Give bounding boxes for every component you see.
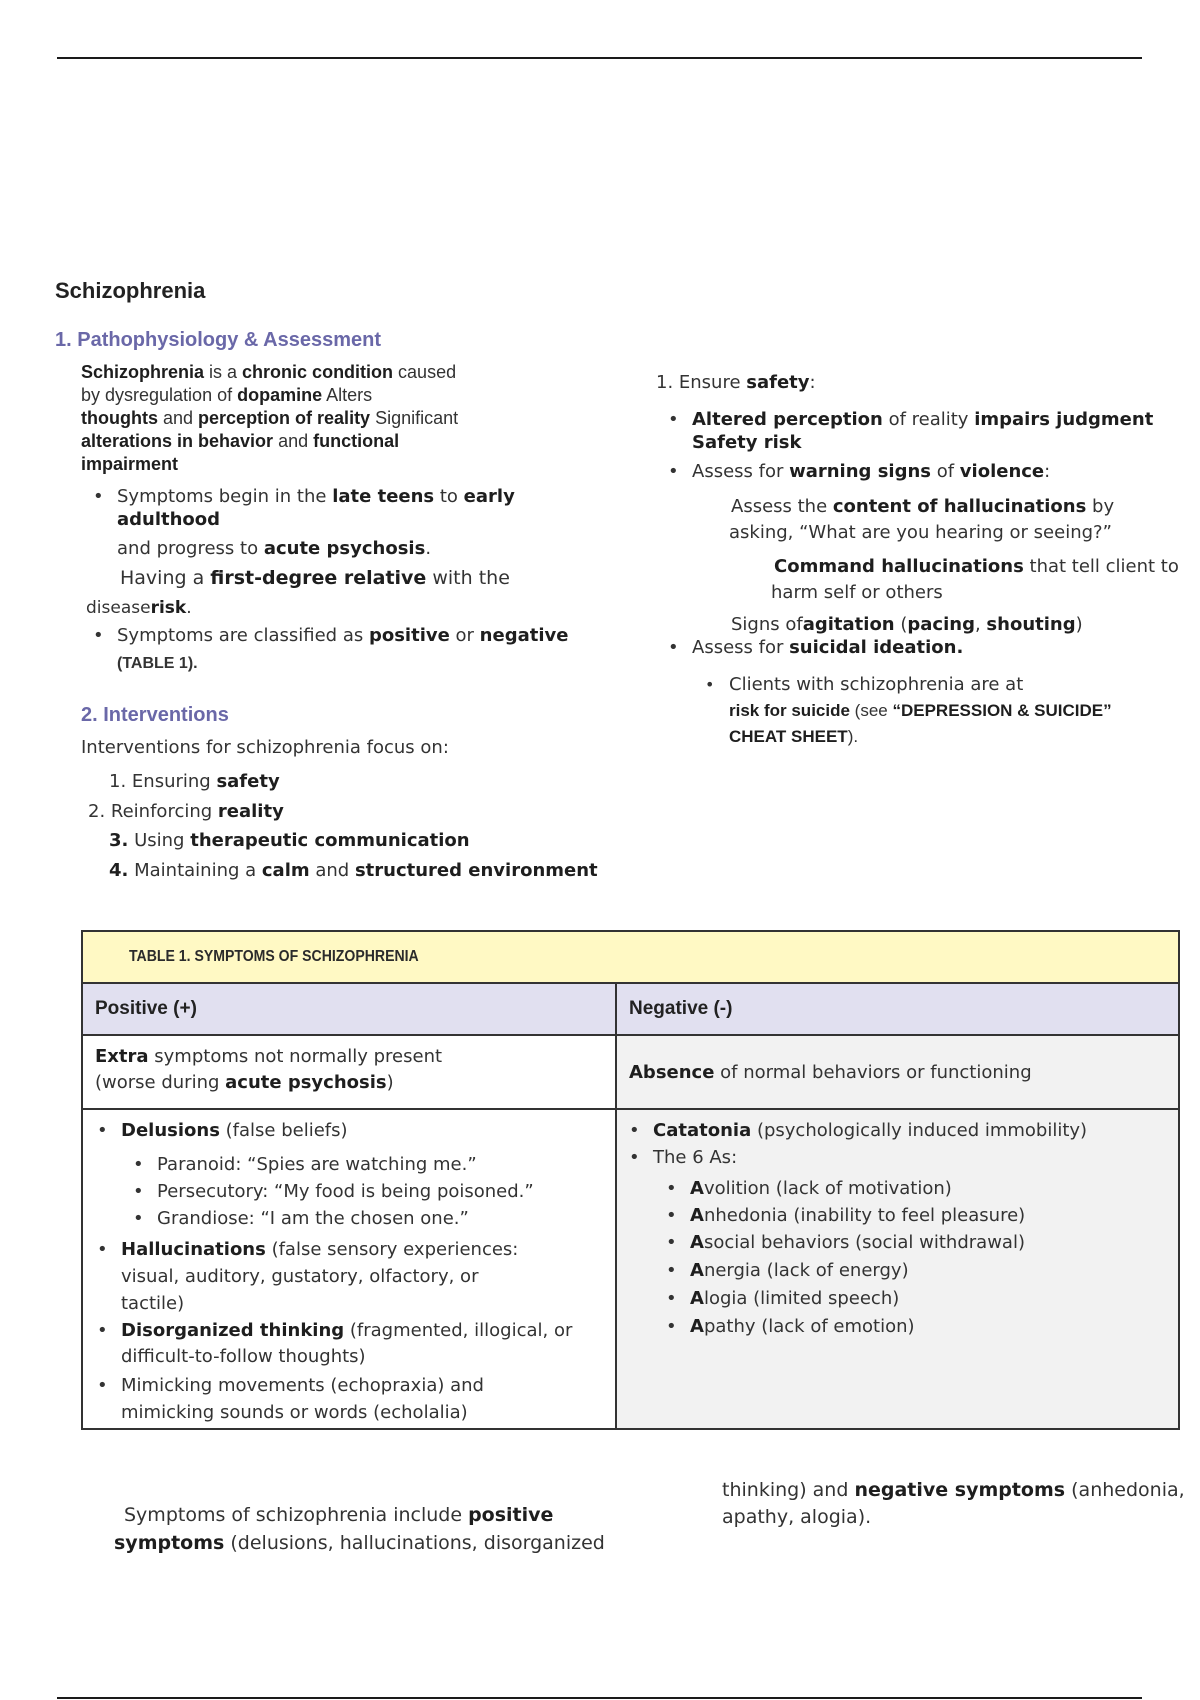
text: harm self or others [771, 582, 943, 603]
text-bold: Delusions [121, 1120, 220, 1141]
list-item [690, 1232, 1025, 1253]
list-item [121, 1236, 518, 1317]
text: Symptoms begin in the [117, 486, 333, 507]
negative-description [616, 1035, 1179, 1109]
text: Assess for [692, 461, 790, 482]
text: (fragmented, illogical, or [344, 1320, 573, 1341]
text-line [117, 538, 431, 559]
text: or [449, 625, 480, 646]
text: Reinforcing [105, 801, 218, 822]
text-bold: A [690, 1316, 704, 1337]
text: Maintaining a [128, 860, 262, 881]
text-bold: Hallucinations [121, 1239, 266, 1260]
column-header-positive: Positive (+) [82, 983, 616, 1035]
top-rule [57, 57, 1142, 59]
text: of normal behaviors or functioning [714, 1061, 1032, 1083]
text: ) [386, 1072, 394, 1093]
text-bold: Disorganized thinking [121, 1320, 345, 1341]
item-number: 2. [88, 801, 106, 822]
negative-symptoms-cell [616, 1109, 1179, 1429]
symptoms-table [81, 930, 1180, 1430]
text: by dysregulation of [81, 385, 238, 405]
column-header-negative: Negative (-) [616, 983, 1179, 1035]
list-item [690, 1316, 915, 1337]
text: Assess for [692, 637, 790, 658]
text: , [974, 614, 987, 635]
page-title: Schizophrenia [55, 278, 206, 303]
list-item [729, 672, 1112, 750]
text-bold: suicidal ideation. [789, 637, 964, 658]
text: by [1086, 496, 1115, 517]
text: is a [204, 362, 243, 382]
text-bold: acute psychosis [263, 538, 426, 559]
text-bold: symptoms [114, 1532, 225, 1554]
text: social behaviors (social withdrawal) [703, 1232, 1025, 1253]
text: . [425, 538, 432, 559]
text-bold: content of hallucinations [832, 496, 1087, 517]
intervention-item-4 [109, 860, 598, 881]
text: thinking) and [722, 1479, 855, 1501]
item-number: 4. [109, 860, 129, 881]
text-bold: pacing [907, 614, 975, 635]
list-item [117, 622, 568, 678]
text-bold: structured environment [354, 860, 598, 881]
text-bold: safety [216, 771, 280, 792]
text-bold: Extra [95, 1046, 149, 1067]
text: • Mimicking movements (echopraxia) and [121, 1375, 484, 1396]
text-block [731, 494, 1114, 546]
text-bold: shouting [986, 614, 1076, 635]
text-bold: Command hallucinations [774, 556, 1024, 577]
text: ( [894, 614, 908, 635]
text-bold: reality [217, 801, 284, 822]
ensure-safety-heading [656, 372, 816, 393]
text-bold: “DEPRESSION & SUICIDE” [892, 701, 1112, 720]
text: caused [393, 362, 457, 382]
text-bold: impairment [81, 454, 179, 474]
bottom-rule [57, 1697, 1142, 1699]
table-title [82, 931, 1179, 983]
text: : [1044, 461, 1051, 482]
text-bold: Absence [629, 1061, 715, 1083]
text: visual, auditory, gustatory, olfactory, or [121, 1266, 479, 1287]
list-item: • Paranoid: “Spies are watching me.” [157, 1154, 477, 1175]
text: (anhedonia, [1065, 1479, 1185, 1501]
text: that tell client to [1023, 556, 1179, 577]
list-item [690, 1178, 952, 1199]
list-item: • Persecutory: “My food is being poisoned.” [157, 1181, 534, 1202]
text-bold: negative symptoms [854, 1479, 1066, 1501]
intervention-item-1 [109, 771, 280, 792]
text-bold: dopamine [237, 385, 323, 405]
text: (false sensory experiences: [265, 1239, 519, 1260]
text-line [120, 567, 510, 589]
text-bold: chronic condition [242, 362, 394, 382]
list-item [690, 1288, 899, 1309]
text-bold: CHEAT SHEET [729, 727, 848, 746]
text: Assess the [731, 496, 833, 517]
text: tactile) [121, 1293, 185, 1314]
text-bold: acute psychosis [225, 1072, 387, 1093]
text: Symptoms are classified as [117, 625, 369, 646]
text-bold: impairs judgment [974, 409, 1154, 430]
text: Using [128, 830, 191, 851]
list-item [121, 1318, 572, 1370]
text-bold: late teens [332, 486, 435, 507]
text-bold: Catatonia [653, 1120, 752, 1141]
text: symptoms not normally present [148, 1046, 443, 1067]
text-bold: Altered perception [692, 409, 883, 430]
text: Signs of [731, 614, 803, 635]
text: and progress to [117, 538, 264, 559]
text-bold: adulthood [117, 509, 221, 530]
text: with the [426, 567, 510, 589]
summary-right [722, 1477, 1185, 1531]
text: Symptoms of schizophrenia include [124, 1504, 469, 1526]
text: and [157, 408, 199, 428]
item-number: 3. [109, 830, 129, 851]
text-bold: violence [959, 461, 1045, 482]
text: difficult-to-follow thoughts) [121, 1346, 366, 1367]
text-bold: risk [150, 598, 187, 618]
text-bold: A [690, 1260, 704, 1281]
text: (worse during [95, 1072, 226, 1093]
text: : [809, 372, 816, 393]
summary-left [114, 1501, 605, 1557]
list-item [692, 461, 1050, 482]
list-item: • The 6 As: [653, 1147, 737, 1168]
pathophysiology-paragraph [81, 361, 458, 476]
list-item: • Grandiose: “I am the chosen one.” [157, 1208, 469, 1229]
list-item [690, 1205, 1025, 1226]
text: of reality [882, 409, 975, 430]
text: . [186, 598, 192, 618]
text: Alters [322, 385, 373, 405]
text-block [771, 554, 1179, 606]
text-bold: positive [368, 625, 450, 646]
list-item [692, 408, 1153, 454]
text-bold: agitation [802, 614, 895, 635]
text: nhedonia (inability to feel pleasure) [703, 1205, 1026, 1226]
text: and [273, 431, 314, 451]
text-bold: A [690, 1232, 704, 1253]
text: pathy (lack of emotion) [703, 1316, 915, 1337]
positive-description [82, 1035, 616, 1109]
text-bold: Safety risk [692, 432, 802, 453]
text: ). [847, 727, 859, 746]
text-bold: thoughts [81, 408, 158, 428]
text: (false beliefs) [219, 1120, 348, 1141]
text-bold: first-degree relative [210, 567, 427, 589]
text: asking, “What are you hearing or seeing?” [729, 522, 1112, 543]
text-bold: therapeutic communication [190, 830, 470, 851]
text: apathy, alogia). [722, 1506, 872, 1528]
intervention-item-2 [88, 801, 284, 822]
section-heading-interventions: 2. Interventions [81, 704, 229, 726]
text-line [86, 598, 192, 618]
intervention-item-3 [109, 830, 470, 851]
text-bold: alterations in behavior [81, 431, 274, 451]
text: (delusions, hallucinations, disorganized [224, 1532, 605, 1554]
list-item [121, 1120, 348, 1141]
text-bold: risk for suicide [729, 701, 850, 720]
text: (psychologically induced immobility) [751, 1120, 1088, 1141]
table-reference: (TABLE 1). [117, 655, 198, 672]
text-bold: calm [261, 860, 310, 881]
interventions-intro: Interventions for schizophrenia focus on: [81, 737, 449, 758]
text: volition (lack of motivation) [703, 1178, 952, 1199]
text-bold: Schizophrenia [81, 362, 205, 382]
text-line [731, 614, 1083, 635]
text: logia (limited speech) [703, 1288, 900, 1309]
list-item [121, 1372, 484, 1426]
text: of [931, 461, 960, 482]
text: disease [86, 598, 151, 618]
list-item [117, 485, 515, 531]
text-bold: warning signs [789, 461, 931, 482]
text: and [309, 860, 355, 881]
text-bold: safety [746, 372, 810, 393]
positive-symptoms-cell [82, 1109, 616, 1429]
text-bold: A [690, 1178, 704, 1199]
list-item [653, 1120, 1087, 1141]
text: Having a [120, 567, 211, 589]
list-item [690, 1260, 909, 1281]
text-bold: positive [468, 1504, 554, 1526]
table-title-text: TABLE 1. SYMPTOMS OF SCHIZOPHRENIA [129, 948, 419, 965]
text: Significant [370, 408, 459, 428]
text: (see [849, 701, 893, 720]
item-number: 1. [109, 771, 127, 792]
text: • Clients with schizophrenia are at [729, 674, 1024, 695]
text: nergia (lack of energy) [703, 1260, 909, 1281]
text: Ensuring [126, 771, 217, 792]
text: 1. Ensure [656, 372, 747, 393]
text-bold: A [690, 1205, 704, 1226]
text: ) [1075, 614, 1083, 635]
text-bold: A [690, 1288, 704, 1309]
text: mimicking sounds or words (echolalia) [121, 1402, 468, 1423]
text-bold: perception of reality [198, 408, 371, 428]
text-bold: functional [313, 431, 400, 451]
text: to [434, 486, 464, 507]
text-bold: negative [479, 625, 569, 646]
section-heading-pathophysiology: 1. Pathophysiology & Assessment [55, 329, 382, 351]
text-bold: early [463, 486, 515, 507]
list-item [692, 637, 963, 658]
